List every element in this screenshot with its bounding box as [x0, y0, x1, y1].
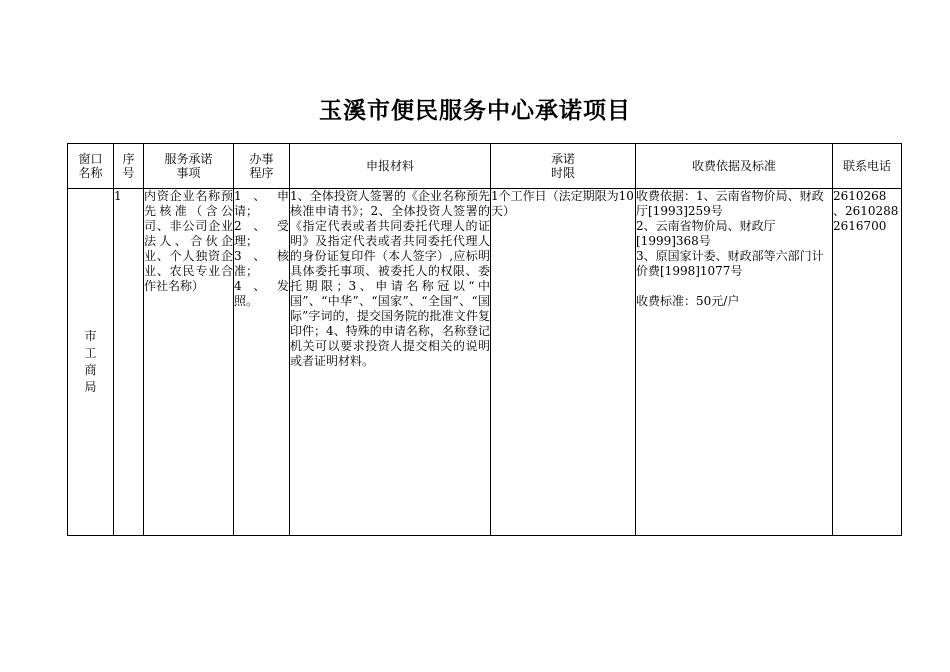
phone-number: 2610268	[833, 189, 887, 203]
header-fee: 收费依据及标准	[636, 144, 833, 189]
procedure-step: 2、受理；	[234, 219, 289, 248]
phone-number: 、2610288	[833, 204, 899, 218]
procedure-step: 4、发照。	[234, 279, 289, 308]
fee-basis-3: 3、原国家计委、财政部等六部门计价费[1998]1077号	[636, 249, 824, 278]
procedure-step: 1、申请；	[234, 189, 289, 218]
fee-cell	[636, 189, 833, 536]
header-procedure: 办事 程序	[234, 144, 290, 189]
fee-basis-1: 收费依据：1、云南省物价局、财政厅[1993]259号	[636, 189, 824, 218]
phone-number: 2616700	[833, 219, 887, 233]
page-title: 玉溪市便民服务中心承诺项目	[319, 97, 631, 124]
window-name-cell	[68, 189, 114, 536]
table-header-row	[68, 144, 902, 189]
header-materials: 申报材料	[290, 144, 491, 189]
commitment-table	[67, 143, 902, 536]
phone-cell	[833, 189, 902, 536]
procedure-step: 3、核准；	[234, 249, 289, 278]
header-window: 窗口 名称	[68, 144, 114, 189]
time-limit-cell: 1个工作日（法定期限为10天）	[491, 189, 636, 536]
table-row	[68, 189, 902, 536]
service-item-cell: 内资企业名称预先核准（含公司、非公司企业法人、合伙企业、个人独资企业、农民专业合作社名称）	[144, 189, 234, 536]
header-seq: 序 号	[114, 144, 144, 189]
header-time-limit: 承诺 时限	[491, 144, 636, 189]
fee-basis-2: 2、云南省物价局、财政厅[1999]368号	[636, 219, 776, 248]
header-phone: 联系电话	[833, 144, 902, 189]
window-name: 市工商局	[84, 329, 97, 394]
header-service-item: 服务承诺 事项	[144, 144, 234, 189]
procedure-cell	[234, 189, 290, 536]
materials-cell: 1、全体投资人签署的《企业名称预先核准申请书》；2、全体投资人签署的《指定代表或者共同委托代理人的证明》及指定代表或者共同委托代理人的身份证复印件（本人签字）,应标明具体委托事项、被委托人的权限、委托期限；3、申请名称冠以“中国”、“中华”、“国家”、“全国”、“国际”字词的，提交国务院的批准文件复印件；4、特殊的申请名称，名称登记机关可以要求投资人提交相关的说明或者证明材料。	[290, 189, 491, 536]
seq-cell: 1	[114, 189, 144, 536]
fee-standard: 收费标准：50元/户	[636, 294, 740, 308]
